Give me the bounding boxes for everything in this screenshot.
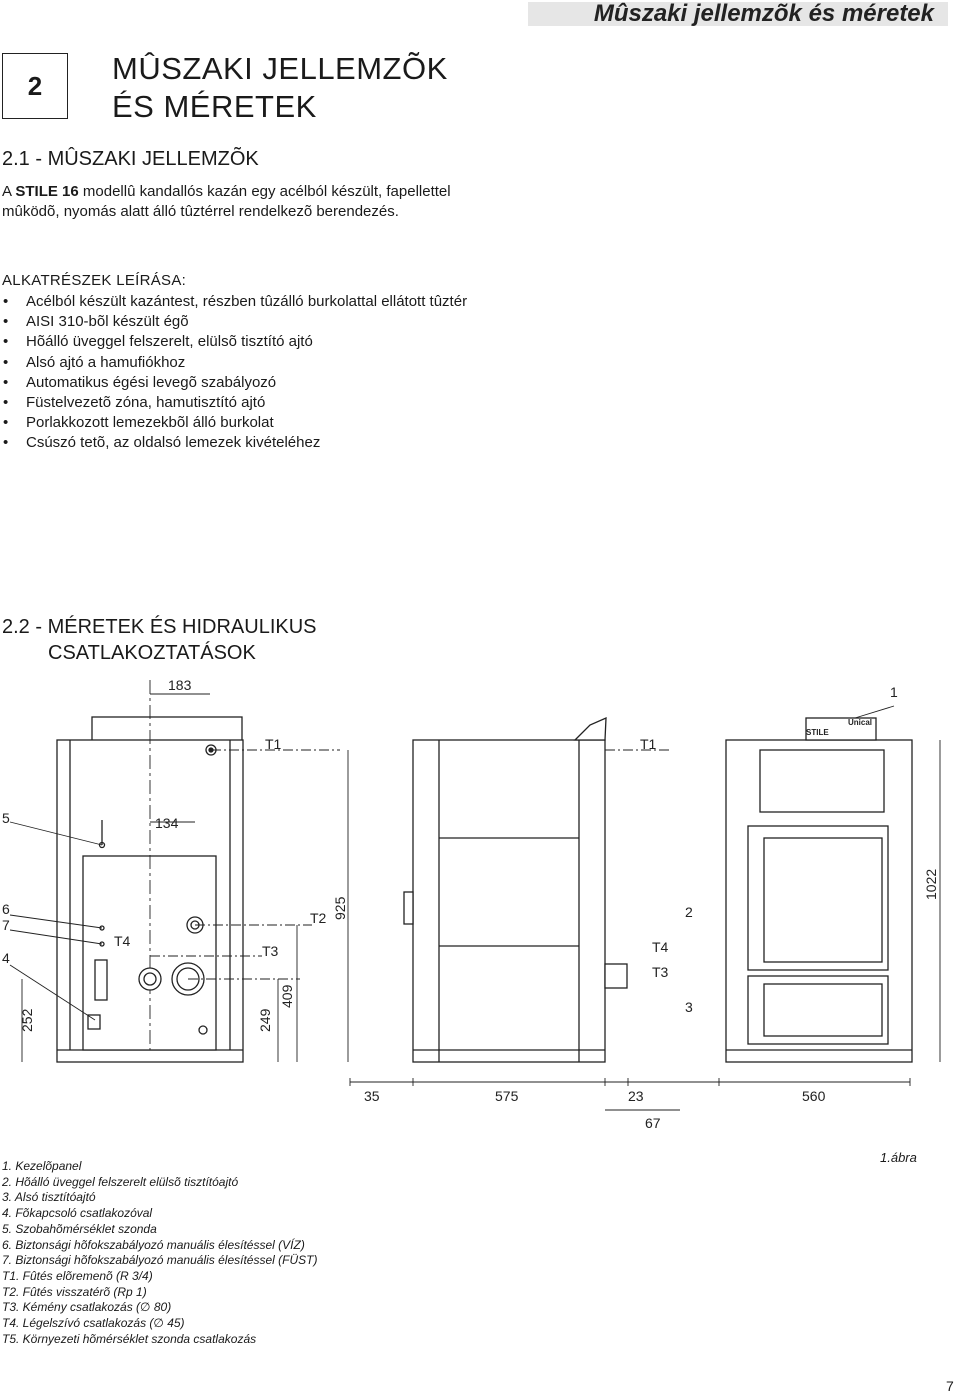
brand-logo: Unical — [848, 718, 873, 727]
dim-409: 409 — [279, 984, 295, 1008]
list-item: • Füstelvezetõ zóna, hamutisztító ajtó — [0, 393, 500, 413]
bullet-icon: • — [3, 313, 9, 331]
bullet-icon: • — [3, 353, 9, 371]
dim-23: 23 — [628, 1088, 644, 1104]
model-plate: STILE — [806, 728, 829, 737]
bullet-icon: • — [3, 293, 9, 310]
parts-list — [0, 292, 500, 454]
parts-heading: ALKATRÉSZEK LEÍRÁSA: — [2, 272, 187, 289]
bullet-icon: • — [3, 373, 9, 391]
running-title: Mûszaki jellemzõk és méretek — [593, 0, 934, 27]
tag-t1: T1 — [265, 736, 282, 752]
list-item: • Alsó ajtó a hamufiókhoz — [0, 353, 500, 373]
list-item: 5. Szobahõmérséklet szonda — [2, 1221, 157, 1236]
chapter-number: 2 — [2, 53, 68, 119]
side-view — [57, 680, 340, 1062]
bullet-icon: • — [3, 333, 9, 351]
list-item: 3. Alsó tisztítóajtó — [2, 1190, 96, 1205]
intro-paragraph — [2, 182, 502, 222]
intro-model: STILE 16 — [15, 183, 79, 200]
list-item: • Csúszó tetõ, az oldalsó lemezek kivételéhez — [0, 433, 500, 453]
dim-575: 575 — [495, 1088, 519, 1104]
running-header — [528, 2, 948, 26]
tag-t3: T3 — [262, 943, 279, 959]
list-item: 6. Biztonsági hõfokszabályozó manuális élesítéssel (VÍZ) — [2, 1237, 305, 1252]
callout-7: 7 — [2, 917, 10, 933]
callout-2: 2 — [685, 904, 693, 920]
list-item: 4. Fõkapcsoló csatlakozóval — [2, 1206, 153, 1221]
tag-t3: T3 — [652, 964, 669, 980]
list-item: T1. Fûtés elõremenõ (R 3/4) — [2, 1268, 153, 1283]
front-view-face — [726, 718, 912, 1062]
list-item: • Automatikus égési levegõ szabályozó — [0, 373, 500, 393]
section-1-heading: 2.1 - MÛSZAKI JELLEMZÕK — [2, 148, 259, 170]
intro-pre: A — [2, 183, 16, 200]
list-item: • Hõálló üveggel felszerelt, elülsõ tisztító ajtó — [0, 332, 500, 352]
list-item: • Acélból készült kazántest, részben tûzálló burkolattal ellátott tûztér — [0, 292, 500, 312]
list-item: 7. Biztonsági hõfokszabályozó manuális élesítéssel (FÜST) — [2, 1253, 318, 1268]
intro-post: modellû kandallós kazán egy acélból készült, fapellettel mûködõ, nyomás alatt álló tûztérrel rendelkezõ berendezés. — [2, 183, 451, 220]
list-item: 2. Hõálló üveggel felszerelt elülsõ tisztítóajtó — [2, 1174, 239, 1189]
dim-925: 925 — [332, 896, 348, 920]
dim-560: 560 — [802, 1088, 826, 1104]
callout-6: 6 — [2, 901, 10, 917]
dim-252: 252 — [19, 1008, 35, 1032]
bullet-icon: • — [3, 394, 9, 412]
page-number: 7 — [946, 1378, 954, 1394]
list-item: • Porlakkozott lemezekbõl álló burkolat — [0, 413, 500, 433]
chapter-title-line2: ÉS MÉRETEK — [112, 89, 317, 124]
callout-4: 4 — [2, 950, 10, 966]
front-view-panels — [404, 718, 672, 1062]
list-item: T4. Légelszívó csatlakozás (∅ 45) — [2, 1316, 185, 1331]
callout-3: 3 — [685, 999, 693, 1015]
list-item: • AISI 310-bõl készült égõ — [0, 312, 500, 332]
callout-5: 5 — [2, 810, 10, 826]
dim-134: 134 — [155, 815, 179, 831]
list-item: 1. Kezelõpanel — [2, 1159, 82, 1173]
tag-t4: T4 — [114, 933, 131, 949]
dim-67: 67 — [645, 1115, 661, 1131]
tag-t1: T1 — [640, 736, 657, 752]
dim-249: 249 — [257, 1008, 273, 1032]
chapter-title — [112, 50, 448, 126]
figure-legend — [2, 1159, 317, 1347]
bullet-icon: • — [3, 414, 9, 432]
dimension-drawing — [0, 670, 960, 1140]
figure-label: 1.ábra — [880, 1150, 917, 1165]
callout-1: 1 — [890, 684, 898, 700]
section-2-heading: 2.2 - MÉRETEK ÉS HIDRAULIKUS CSATLAKOZTATÁSOK — [2, 616, 317, 664]
tag-t2: T2 — [310, 910, 327, 926]
chapter-title-line1: MÛSZAKI JELLEMZÕK — [112, 51, 448, 86]
bullet-icon: • — [3, 434, 9, 452]
dim-1022: 1022 — [923, 868, 939, 900]
list-item: T5. Környezeti hõmérséklet szonda csatlakozás — [2, 1331, 257, 1346]
tag-t4: T4 — [652, 939, 669, 955]
list-item: T2. Fûtés visszatérõ (Rp 1) — [2, 1284, 147, 1299]
list-item: T3. Kémény csatlakozás (∅ 80) — [2, 1300, 172, 1315]
dim-35: 35 — [364, 1088, 380, 1104]
dim-183: 183 — [168, 677, 192, 693]
